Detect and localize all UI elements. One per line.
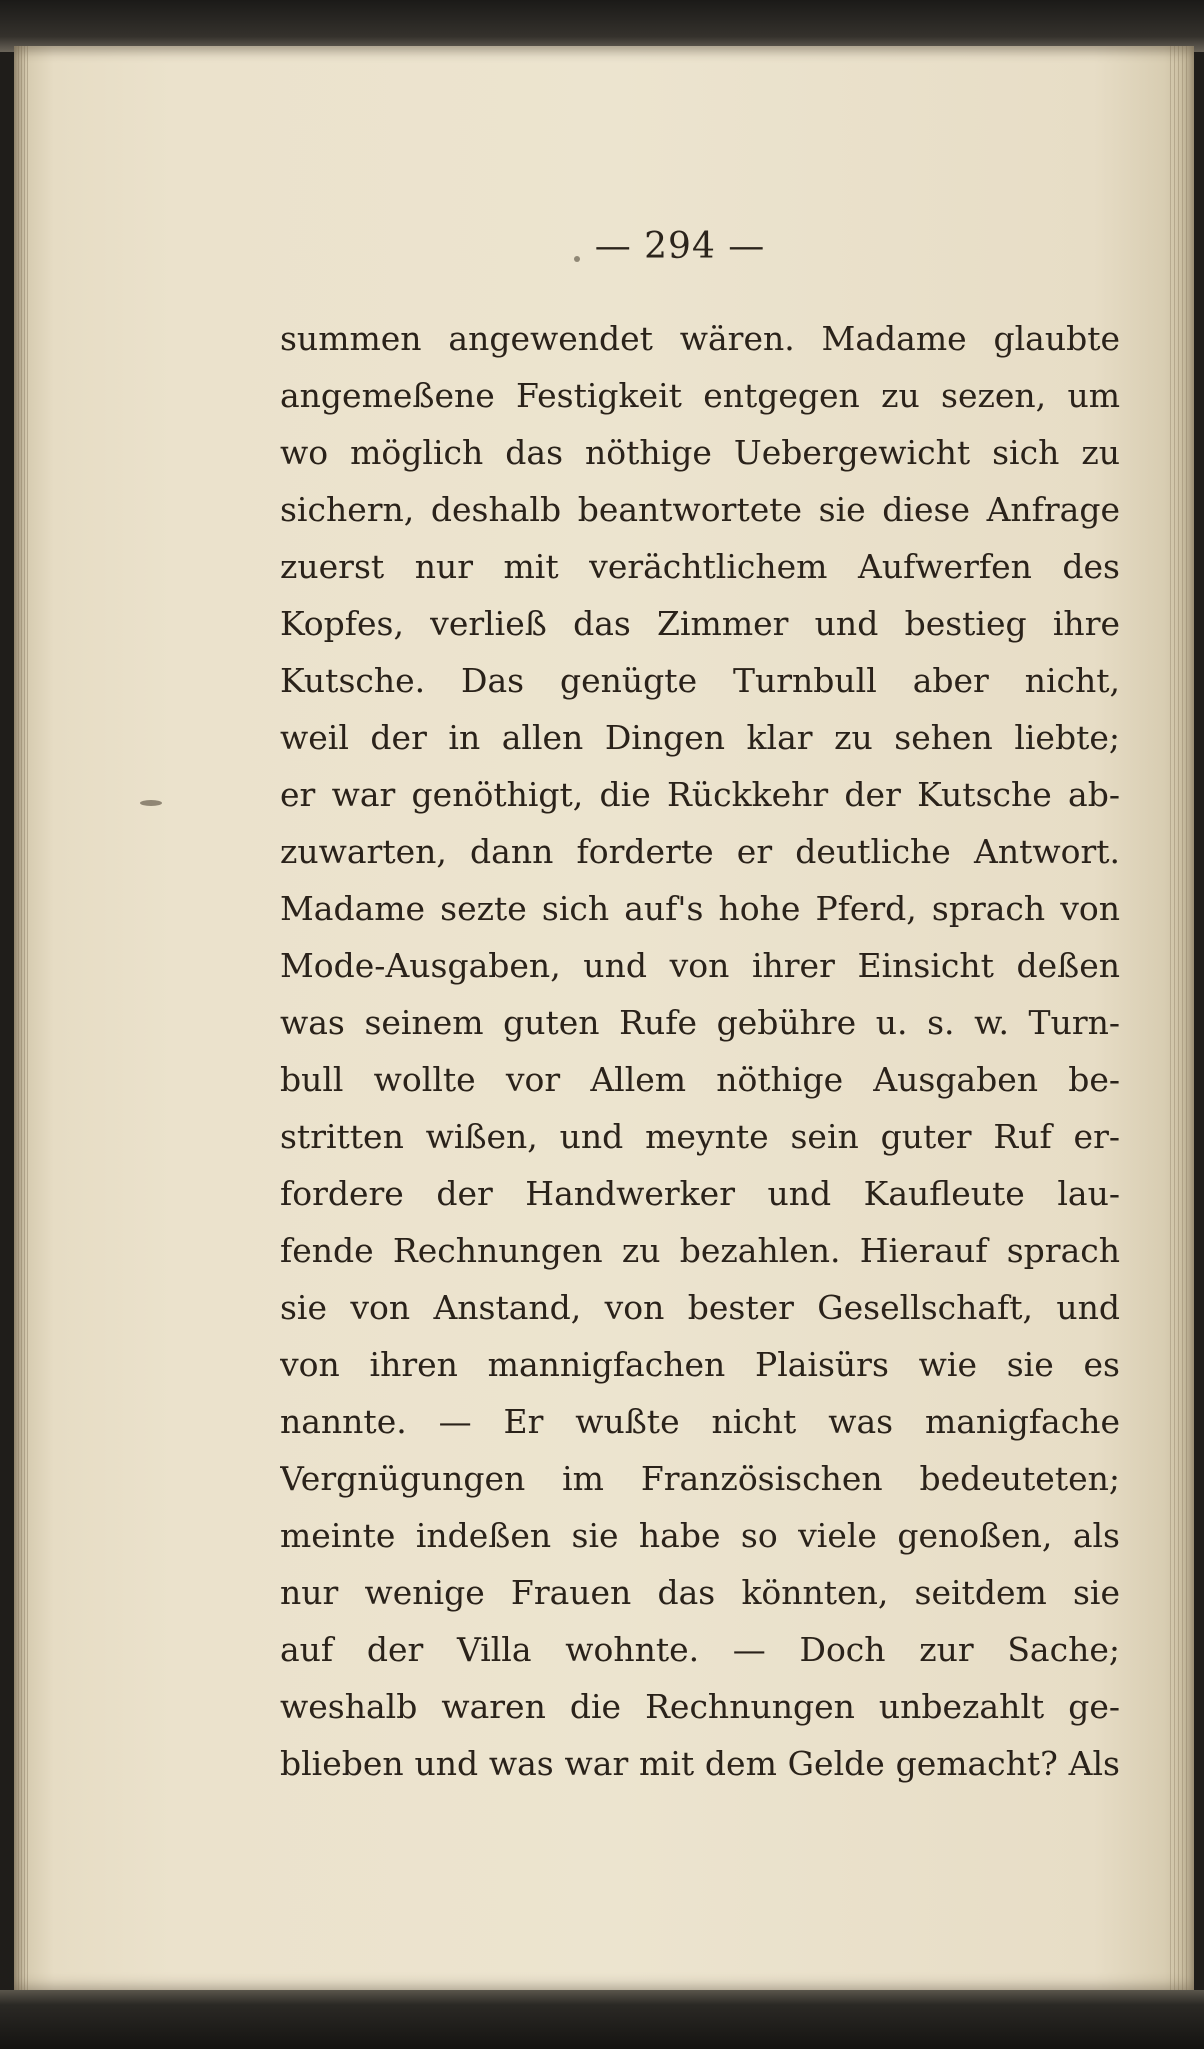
text-line: Madame sezte sich auf's hohe Pferd, sprach von <box>280 889 1120 928</box>
text-line: nur wenige Frauen das könnten, seitdem sie <box>280 1573 1120 1612</box>
text-line: Kopfes, verließ das Zimmer und bestieg ihre <box>280 604 1120 643</box>
text-line: nannte. — Er wußte nicht was manigfache <box>280 1402 1120 1441</box>
text-line: er war genöthigt, die Rückkehr der Kutsche ab- <box>280 775 1120 814</box>
book-cover-bottom-edge <box>0 1990 1204 2049</box>
text-line: angemeßene Festigkeit entgegen zu sezen, um <box>280 376 1120 415</box>
text-line: fende Rechnungen zu bezahlen. Hierauf sprach <box>280 1231 1120 1270</box>
text-line: von ihren mannigfachen Plaisürs wie sie es <box>280 1345 1120 1384</box>
text-line: auf der Villa wohnte. — Doch zur Sache; <box>280 1630 1120 1669</box>
text-line: blieben und was war mit dem Gelde gemacht? Als <box>280 1744 1120 1783</box>
body-text <box>280 310 1120 1792</box>
text-line: fordere der Handwerker und Kaufleute lau- <box>280 1174 1120 1213</box>
text-line: sie von Anstand, von bester Gesellschaft, und <box>280 1288 1120 1327</box>
text-line: Kutsche. Das genügte Turnbull aber nicht, <box>280 661 1120 700</box>
ink-speck <box>140 800 162 806</box>
text-line: zuwarten, dann forderte er deutliche Antwort. <box>280 832 1120 871</box>
text-line: Vergnügungen im Französischen bedeuteten; <box>280 1459 1120 1498</box>
book-cover-top-edge <box>0 0 1204 52</box>
text-line: summen angewendet wären. Madame glaubte <box>280 319 1120 358</box>
text-line: sichern, deshalb beantwortete sie diese Anfrage <box>280 490 1120 529</box>
text-line: zuerst nur mit verächtlichem Aufwerfen des <box>280 547 1120 586</box>
text-line: stritten wißen, und meynte sein guter Ruf er- <box>280 1117 1120 1156</box>
page-number: — 294 — <box>594 226 766 267</box>
text-line: meinte indeßen sie habe so viele genoßen, als <box>280 1516 1120 1555</box>
text-line: wo möglich das nöthige Uebergewicht sich zu <box>280 433 1120 472</box>
text-line: bull wollte vor Allem nöthige Ausgaben be- <box>280 1060 1120 1099</box>
text-line: weil der in allen Dingen klar zu sehen liebte; <box>280 718 1120 757</box>
text-line: weshalb waren die Rechnungen unbezahlt ge- <box>280 1687 1120 1726</box>
text-line: Mode-Ausgaben, und von ihrer Einsicht deßen <box>280 946 1120 985</box>
text-line: was seinem guten Rufe gebühre u. s. w. Turn- <box>280 1003 1120 1042</box>
